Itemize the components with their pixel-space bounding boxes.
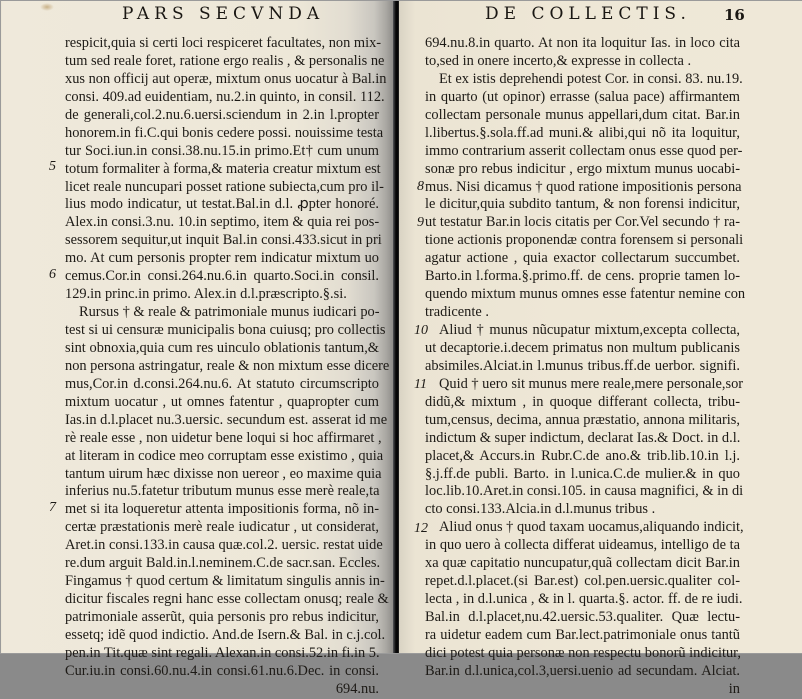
text-line: tur Soci.iun.in consi.38.nu.15.in primo.Et† cum unum	[65, 142, 379, 159]
right-body-text	[425, 35, 746, 699]
text-line: mus. Nisi dicamus † quod ratione impositionis persona	[425, 178, 742, 195]
text-line: sint obnoxia,quia cum res uinculo oblationis tantum,&	[65, 339, 379, 356]
text-line: 694.nu.8.in quarto. At non ita loquitur Ias. in loco cita	[425, 35, 740, 51]
text-line: rè reale esse , non uidetur bene loqui si hoc affirmaret ,	[65, 429, 382, 446]
text-line: Quid † uero sit munus mere reale,mere personale,sor	[439, 375, 744, 392]
text-line: at literam in codice meo corruptam esse existimo , quia	[65, 447, 384, 464]
text-line: ut testatur Bar.in locis citatis per Cor.Vel secundo † ra-	[425, 214, 740, 231]
text-line: mus,Cor.in d.consi.264.nu.6. At statuto circumscripto	[65, 375, 379, 392]
text-line: sonæ pro rebus indicitur , ergo mixtum munus uocabi-	[425, 160, 740, 177]
text-line: sessorem sequitur,ut inquit Bal.in consi.433.sicut in pri	[65, 232, 382, 249]
text-line: Aret.in consi.133.in causa quæ.col.2. uersic. restat uide	[65, 537, 383, 554]
left-body-text	[65, 35, 390, 699]
text-line: Bar.in d.l.unica,col.3,uersi.uenio ad secundam. Alciat.	[425, 662, 740, 679]
text-line: patrimoniale asserũt, quia personis pro rebus indicitur,	[65, 609, 379, 625]
text-line: Bal.in d.l.placet,nu.42.uersic.53.qualiter. Quæ lectu-	[425, 609, 740, 625]
paper-stain	[40, 3, 54, 11]
text-line: honorem.in fi.C.qui bonis cedere possi. nouissime testa	[65, 124, 384, 141]
text-line: ra uidetur eadem cum Bar.lect.patrimoniale onus tantũ	[425, 626, 740, 643]
text-line: lius modo indicatur, ut testat.Bal.in d.l. ꝓpter honoré.	[65, 196, 379, 213]
text-line: Aliud † munus nũcupatur mixtum,excepta collecta,	[439, 322, 740, 338]
text-line: cto consi.133.Alcia.in d.l.munus tribus .	[425, 501, 656, 518]
text-line: pen.in Tit.quæ sint regali. Alexan.in consi.52.in fi.in 5.	[65, 644, 380, 661]
marginal-number: 12	[414, 521, 428, 536]
left-running-head: PARS SECVNDA	[122, 4, 325, 24]
catchword: 694.nu.	[335, 680, 379, 697]
text-line: in quarto (ut opinor) errasse (salua pace) affirmantem	[425, 88, 740, 105]
catchword: in	[728, 680, 740, 697]
text-line: quendo mixtum munus omnes esse fatentur nemine con	[425, 286, 746, 303]
text-line: xa quæ capitatio nuncupatur,quã collectam dicit Bar.in	[425, 555, 740, 572]
text-line: tione actionis proponendæ contra forensem si personali	[425, 232, 744, 249]
text-line: immo contrarium asserit collectam onus esse quod per-	[425, 142, 743, 159]
marginal-number: 9	[417, 215, 424, 230]
text-line: xus non officij aut operæ, mixtum onus uocatur à Bal.in	[65, 70, 387, 87]
text-line: cemus.Cor.in consi.264.nu.6.in quarto.Soci.in consil.	[65, 268, 379, 285]
text-line: loc.lib.10.Aret.in consi.105. in causa magnifici, & in di	[425, 483, 744, 500]
text-line: 129.in princ.in primo. Alex.in d.l.præscripto.§.si.	[65, 286, 347, 303]
left-page	[2, 1, 394, 697]
text-line: indictum & super indictum, declarat Ias.& Doct. in d.l.	[425, 429, 741, 446]
text-line: Barto.in l.forma.§.primo.ff. de cens. proprie tamen lo-	[425, 268, 740, 285]
marginal-number: 5	[49, 159, 56, 174]
marginal-number: 6	[49, 267, 56, 282]
marginal-number: 10	[414, 323, 428, 338]
text-line: Alex.in consi.3.nu. 10.in septimo, item & quia rei pos-	[65, 214, 380, 231]
text-line: mo. At cum personis propter rem indicatur mixtum uo	[65, 250, 379, 267]
text-line: Rursus † & reale & patrimoniale munus iudicari po-	[79, 304, 380, 321]
text-line: non persona astringatur, reale & non mixtum esse dicere	[65, 357, 390, 374]
text-line: tantum uirum hæc dixisse non uereor , eo maxime quia	[65, 465, 382, 482]
text-line: tradicente .	[425, 304, 489, 321]
text-line: in quo uero à collecta differat uideamus, intelligo de ta	[425, 537, 740, 554]
text-line: dici potest quia personæ non respectu bonorũ indicitur,	[425, 644, 741, 661]
text-line: respicit,quia si certi loci respiceret facultates, non mix-	[65, 35, 382, 51]
text-line: totum formaliter à forma,& materia creatur mixtum est	[65, 160, 381, 177]
right-page	[399, 1, 802, 697]
text-line: placet,& Accurs.in Rubr.C.de ano.& trib.lib.10.in l.j.	[425, 447, 740, 464]
text-line: collectam personale munus appellari,dum citat. Bar.in	[425, 106, 740, 123]
text-line: consi. 409.ad euidentiam, nu.2.in quinto, in consil. 112.	[65, 88, 385, 105]
text-line: Cur.iu.in consi.60.nu.4.in consi.61.nu.6.Dec. in consi.	[65, 662, 379, 679]
text-line: to,sed in onere incerto,& expresse in collecta .	[425, 52, 692, 69]
text-line: repet.d.l.placet.(si Bar.est) col.pen.uersic.qualiter col-	[425, 573, 740, 590]
text-line: essetq; idẽ quod indictio. And.de Isern.& Bal. in c.j.col.	[65, 626, 386, 643]
text-line: dicitur fiscales regni hanc esse collectam onusq; reale &	[65, 591, 389, 608]
text-line: tum,census, decima, annua præstatio, annona militaris,	[425, 411, 740, 428]
text-line: Ias.in d.l.placet nu.3.uersic. secundum est. asserat id me	[65, 411, 388, 428]
text-line: Et ex istis deprehendi potest Cor. in consi. 83. nu.19.	[439, 70, 743, 87]
text-line: licet reale nuncupari posset ratione subiecta,cum pro il-	[65, 178, 384, 195]
text-line: l.libertus.§.sola.ff.ad muni.& alibi,qui nõ ita loquitur,	[425, 124, 740, 141]
right-running-head: DE COLLECTIS.	[485, 4, 691, 24]
text-line: absimiles.Alciat.in l.munus tribus.ff.de uerbor. signifi.	[425, 357, 740, 374]
text-line: Fingamus † quod certum & limitatum singulis annis in-	[65, 573, 385, 590]
text-line: tum sed reale foret, ratione ergo realis , & personalis ne	[65, 52, 385, 69]
text-line: inferius nu.5.fatetur tributum munus esse merè reale,ta	[65, 483, 380, 500]
text-line: de generali,col.2.nu.6.uersi.sciendum in 2.in l.propter	[65, 106, 379, 123]
page-number: 16	[724, 6, 745, 24]
marginal-number: 11	[414, 377, 427, 392]
text-line: met si ita loqueretur attenta impositionis forma, nõ in-	[65, 501, 379, 518]
text-line: mixtum uocatur , ut omnes fatentur , quapropter cum	[65, 393, 379, 410]
text-line: certæ præstationis merè reale iudicatur , ut considerat,	[65, 519, 379, 536]
text-line: re.dum arguit Bald.in.l.neminem.C.de sacr.san. Eccles.	[65, 555, 381, 572]
text-line: §.j.ff.de publi. Barto. in l.unica.C.de mulier.& in quo	[425, 465, 740, 482]
text-line: test si ui censuræ municipalis bona cuiusq; pro collectis	[65, 322, 386, 338]
marginal-number: 7	[49, 500, 56, 515]
text-line: Aliud onus † quod taxam uocamus,aliquando indicit,	[439, 519, 744, 536]
text-line: lecta , in d.l.unica , & in l. quarta.§. actor. ff. de re iudi.	[425, 591, 743, 608]
text-line: le dicitur,quia subdito tantum, & non forensi indicitur,	[425, 196, 740, 213]
text-line: didũ,& mixtum , in quoque differant collecta, tribu-	[425, 393, 740, 410]
text-line: ut decaptorie.i.decem primatus non multum publicanis	[425, 339, 740, 356]
marginal-number: 8	[417, 179, 424, 194]
text-line: agatur actione , quia exactor collectarum succumbet.	[425, 250, 740, 267]
